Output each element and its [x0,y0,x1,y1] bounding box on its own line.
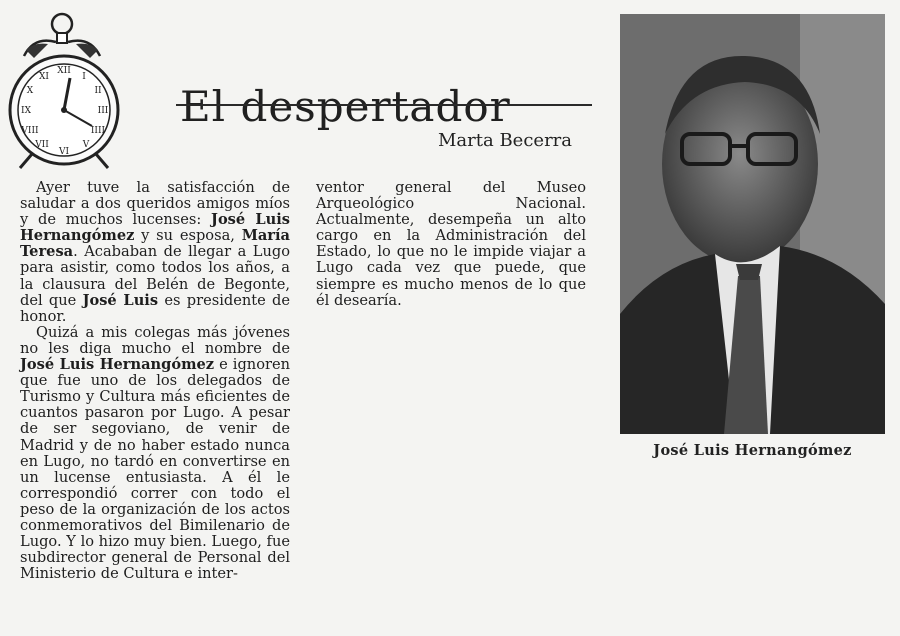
svg-text:III: III [97,106,109,116]
svg-text:XII: XII [57,66,71,76]
svg-text:X: X [26,86,34,96]
title-underline [176,104,592,106]
svg-text:I: I [82,72,86,82]
svg-text:VIII: VIII [21,126,39,136]
svg-text:IX: IX [21,106,31,116]
paragraph-3: ventor general del Museo Arqueológico Nacional. Actualmente, desempeña un alto cargo en la Administración del Estado, lo que no le impide viajar a Lugo cada vez que puede, que siempre es mucho menos de lo que él desearía. [316,179,586,309]
svg-text:VI: VI [58,147,70,157]
svg-text:V: V [82,140,90,150]
article-column-1 [20,180,290,582]
article-title: El despertador [180,82,511,132]
svg-text:II: II [94,86,102,96]
photo-caption: José Luis Hernangómez [653,442,852,459]
alarm-clock-icon [4,6,124,172]
svg-text:XI: XI [39,72,49,82]
article-author: Marta Becerra [438,130,573,151]
svg-text:VII: VII [35,140,49,150]
svg-text:IIII: IIII [90,126,106,136]
paragraph-2: Quizá a mis colegas más jóvenes no les diga mucho el nombre de José Luis Hernangómez e ignoren que fue uno de los delegados de Turismo y Cultura más eficientes de cuantos pasaron por Lugo. A pesar de ser segoviano, de venir de Madrid y de no haber estado nunca en Lugo, no tardó en convertirse en un lucense entusiasta. A él le correspondió correr con todo el peso de la organización de los actos conmemorativos del Bimilenario de Lugo. Y lo hizo muy bien. Luego, fue subdirector general de Personal del Ministerio de Cultura e inter- [20,323,291,583]
portrait-photo [620,14,885,434]
article-column-2 [316,180,586,309]
paragraph-1: Ayer tuve la satisfacción de saludar a dos queridos amigos míos y de muchos lucenses: José Luis Hernangómez y su esposa, María Teresa. Acababan de llegar a Lugo para asistir, como todos los años, a la clausura del Belén de Begonte, del que José Luis es presidente de honor. [20,179,290,325]
